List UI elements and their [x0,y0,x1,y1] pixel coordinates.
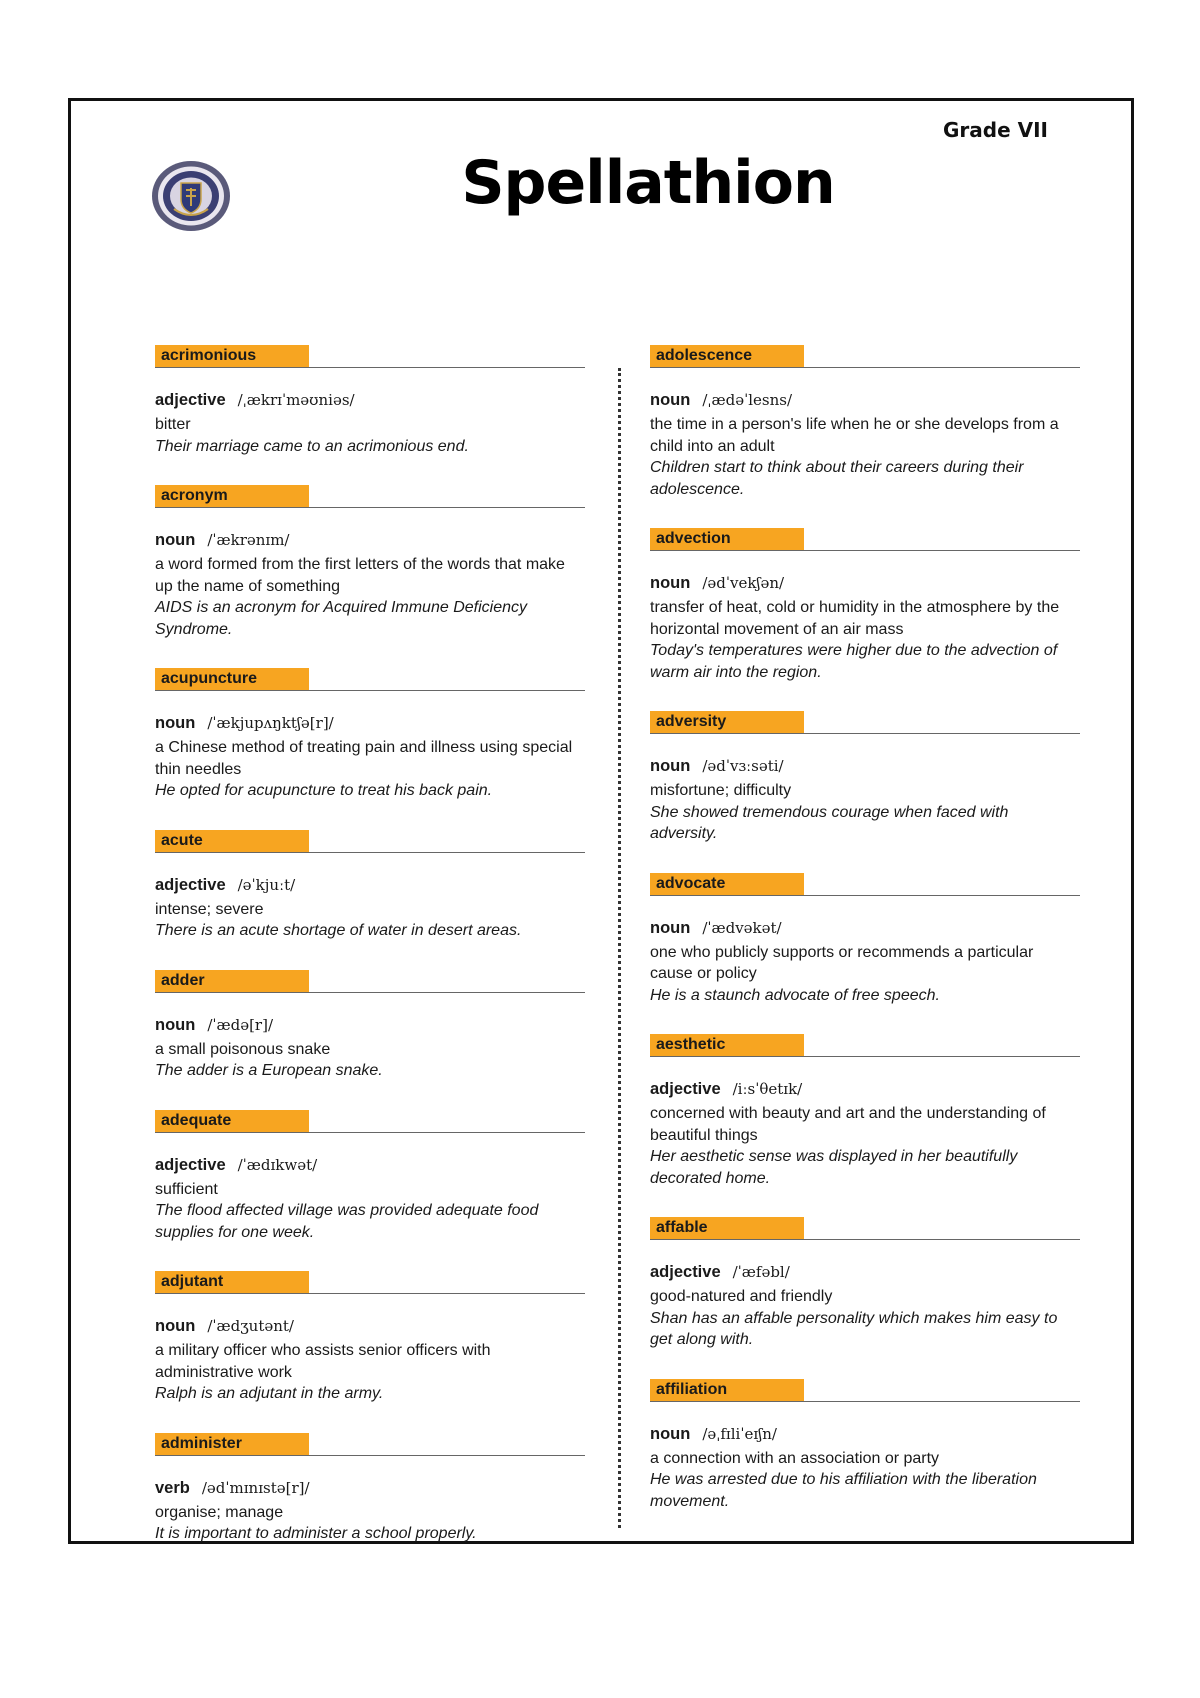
part-of-speech: verb [155,1478,190,1497]
word-header [650,873,1080,897]
definition: a small poisonous snake [155,1040,331,1058]
definition: the time in a person's life when he or she develops from a child into an adult [650,416,1059,455]
entry-administer [155,1433,585,1545]
column-divider [618,368,621,1528]
word-label: adder [155,970,309,992]
pronunciation: /ˌædəˈlesns/ [702,391,792,409]
part-of-speech: adjective [155,1155,226,1174]
example-sentence: Children start to think about their careers during their adolescence. [650,459,1024,498]
word-label: acute [155,830,309,852]
word-header [155,345,585,369]
example-sentence: She showed tremendous courage when faced with adversity. [650,803,1009,842]
pronunciation: /ədˈvekʃən/ [702,574,785,592]
example-sentence: AIDS is an acronym for Acquired Immune Deficiency Syndrome. [155,599,527,638]
part-of-speech: noun [650,757,691,775]
definition: concerned with beauty and art and the understanding of beautiful things [650,1105,1046,1144]
word-label: adversity [650,711,804,733]
word-header [155,970,585,994]
example-sentence: Today's temperatures were higher due to the advection of warm air into the region. [650,642,1058,681]
definition: good-natured and friendly [650,1288,833,1305]
pronunciation: /ˈædɪkwət/ [237,1155,318,1174]
header-rule [650,1239,1080,1240]
word-header [650,1379,1080,1403]
entry-affable [650,1217,1080,1351]
entry-acronym [155,485,585,640]
header-rule [155,992,585,993]
pos-line [155,529,585,551]
pronunciation: /ˈædvəkət/ [702,918,782,937]
pronunciation: /ˌækrɪˈməʊniəs/ [237,391,355,409]
header-rule [650,550,1080,551]
entry-advection [650,528,1080,683]
word-header [650,1034,1080,1058]
entry-adequate [155,1110,585,1244]
pronunciation: /əˈkjuːt/ [237,875,296,894]
grade-label: Grade VII [943,118,1048,142]
definition: one who publicly supports or recommends a particular cause or policy [650,943,1034,982]
definition: bitter [155,416,191,433]
word-label: advocate [650,873,804,895]
header-rule [155,852,585,853]
example-sentence: The flood affected village was provided adequate food supplies for one week. [155,1202,539,1241]
word-label: affable [650,1217,804,1239]
right-column [650,345,1080,1512]
entry-acute [155,830,585,942]
pronunciation: /ˈækrənɪm/ [207,531,290,549]
example-sentence: There is an acute shortage of water in desert areas. [155,922,522,939]
pos-line [650,1423,1080,1445]
word-header [650,345,1080,369]
part-of-speech: noun [155,1317,196,1335]
part-of-speech: noun [155,531,196,549]
part-of-speech: noun [650,574,691,592]
header-rule [155,507,585,508]
word-label: advection [650,528,804,550]
pos-line [650,1078,1080,1100]
example-sentence: He was arrested due to his affiliation with the liberation movement. [650,1471,1037,1510]
word-header [155,830,585,854]
word-label: aesthetic [650,1034,804,1056]
word-label: adjutant [155,1271,309,1293]
pronunciation: /ˈædə[r]/ [207,1015,274,1034]
pos-line [650,1261,1080,1283]
part-of-speech: noun [650,918,691,937]
header-rule [650,1056,1080,1057]
word-label: affiliation [650,1379,804,1401]
word-label: administer [155,1433,309,1455]
word-header [650,1217,1080,1241]
example-sentence: It is important to administer a school properly. [155,1525,477,1542]
entry-adolescence [650,345,1080,500]
word-header [650,711,1080,735]
pronunciation: /ˈækjupʌŋktʃə[r]/ [207,714,334,732]
word-label: adolescence [650,345,804,367]
page-title: Spellathion [461,148,835,218]
definition: a Chinese method of treating pain and illness using special thin needles [155,739,573,778]
header-rule [155,690,585,691]
word-header [155,1271,585,1295]
header-rule [650,895,1080,896]
example-sentence: Shan has an affable personality which makes him easy to get along with. [650,1309,1058,1348]
entry-adder [155,970,585,1082]
entry-acrimonious [155,345,585,457]
word-header [155,485,585,509]
header-rule [155,367,585,368]
pos-line [155,1315,585,1337]
word-label: acrimonious [155,345,309,367]
header-rule [650,367,1080,368]
entry-adversity [650,711,1080,845]
example-sentence: Ralph is an adjutant in the army. [155,1385,384,1402]
header-rule [155,1455,585,1456]
word-label: acronym [155,485,309,507]
definition: a word formed from the first letters of the words that make up the name of something [155,556,565,595]
word-header [650,528,1080,552]
word-header [155,1433,585,1457]
pos-line [155,712,585,734]
word-label: adequate [155,1110,309,1132]
definition: organise; manage [155,1503,284,1521]
example-sentence: He is a staunch advocate of free speech. [650,986,940,1004]
header-rule [650,733,1080,734]
definition: a military officer who assists senior officers with administrative work [155,1342,491,1381]
pos-line [650,917,1080,939]
definition: intense; severe [155,900,264,918]
pos-line [650,389,1080,411]
pronunciation: /iːsˈθetɪk/ [732,1080,803,1098]
pos-line [650,572,1080,594]
pronunciation: /əˌfɪliˈeɪʃn/ [702,1424,777,1443]
pronunciation: /ədˈvɜːsəti/ [702,757,784,775]
pronunciation: /ˈædʒutənt/ [207,1317,294,1335]
left-column [155,345,585,1545]
example-sentence: Her aesthetic sense was displayed in her beautifully decorated home. [650,1148,1018,1187]
pos-line [155,389,585,411]
example-sentence: The adder is a European snake. [155,1062,383,1079]
pos-line [650,755,1080,777]
part-of-speech: noun [650,1424,691,1443]
part-of-speech: adjective [155,391,226,409]
pronunciation: /ˈæfəbl/ [732,1263,790,1281]
entry-adjutant [155,1271,585,1405]
header-rule [155,1293,585,1294]
entry-advocate [650,873,1080,1007]
definition: sufficient [155,1180,218,1198]
word-label: acupuncture [155,668,309,690]
part-of-speech: adjective [650,1263,721,1281]
part-of-speech: adjective [155,875,226,894]
definition: transfer of heat, cold or humidity in the atmosphere by the horizontal movement of an air mass [650,599,1060,638]
pos-line [155,1477,585,1499]
pos-line [155,874,585,896]
example-sentence: Their marriage came to an acrimonious end. [155,437,469,455]
header-rule [155,1132,585,1133]
word-header [155,668,585,692]
pronunciation: /ədˈmɪnɪstə[r]/ [201,1478,310,1497]
part-of-speech: noun [155,1015,196,1034]
pos-line [155,1154,585,1176]
pos-line [155,1014,585,1036]
definition: a connection with an association or party [650,1449,940,1467]
entry-aesthetic [650,1034,1080,1189]
header-rule [650,1401,1080,1402]
entry-acupuncture [155,668,585,802]
definition: misfortune; difficulty [650,782,792,799]
part-of-speech: adjective [650,1080,721,1098]
word-header [155,1110,585,1134]
entry-affiliation [650,1379,1080,1513]
part-of-speech: noun [650,391,691,409]
example-sentence: He opted for acupuncture to treat his back pain. [155,782,493,799]
part-of-speech: noun [155,714,196,732]
